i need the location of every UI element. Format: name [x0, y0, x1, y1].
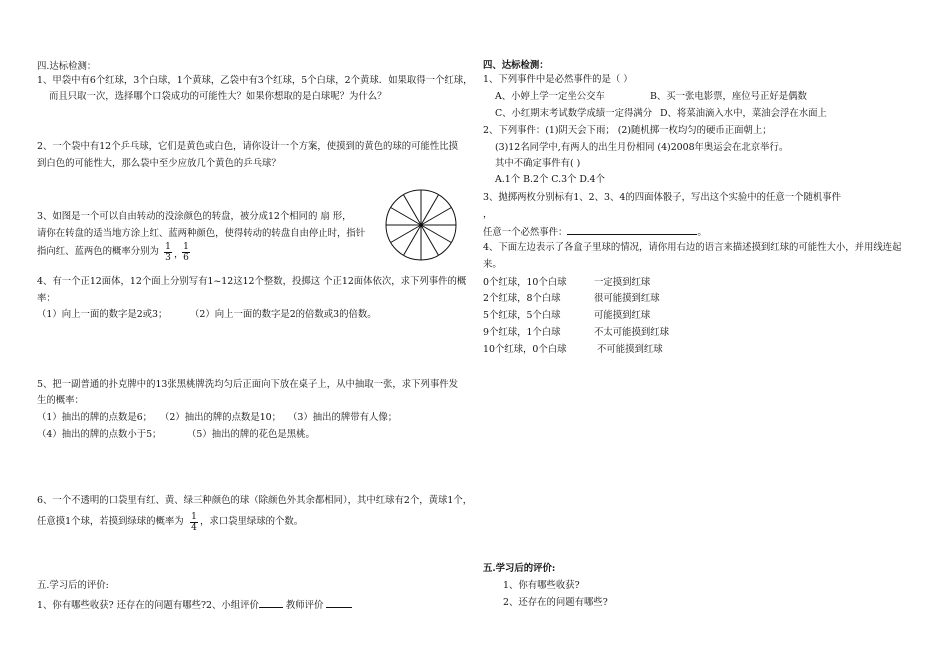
left-q5-line1: 5、把一副普通的扑克牌中的13张黑桃牌洗均匀后正面向下放在桌子上，从中抽取一张，求下列事件发	[37, 379, 459, 390]
left-q3-line2: 请你在转盘的适当地方涂上红、蓝两种颜色，使得转动的转盘自由停止时，指针	[37, 228, 366, 239]
teacher-eval-blank[interactable]	[326, 597, 352, 608]
spinner-wheel-figure	[384, 188, 458, 262]
right-q2-more: (3)12名同学中,有两人的出生月份相同 (4)2008年奥运会在北京举行。	[495, 142, 789, 153]
box-balls-3: 5个红球，5个白球	[483, 310, 561, 321]
left-q5-item-1: （1）抽出的牌的点数是6；	[37, 412, 153, 423]
box-desc-5: 不可能摸到红球	[597, 344, 663, 355]
left-eval-text-a: 1、你有哪些收获? 还存在的问题有哪些?2、小组评价	[37, 600, 259, 611]
left-q5-item-3: （3）抽出的牌带有人像；	[288, 412, 398, 423]
left-q4-item-1: （1）向上一面的数字是2或3；	[37, 309, 168, 320]
left-q3-fraction-2	[182, 242, 190, 263]
right-q1-option-c: C、小红期末考试数学成绩一定得满分	[495, 108, 653, 119]
frac-numerator: 1	[191, 512, 197, 522]
left-q6-line2-tail: ，求口袋里绿球的个数。	[200, 516, 304, 527]
left-q6-fraction	[190, 512, 198, 533]
certain-event-blank[interactable]	[567, 224, 697, 235]
left-q2-line1: 2、一个袋中有12个乒乓球，它们是黄色或白色，请你设计一个方案，使摸到的黄色的球的可能性比摸	[37, 141, 459, 152]
box-balls-4: 9个红球，1个白球	[483, 327, 561, 338]
left-q3-separator: ，	[174, 249, 184, 260]
right-q3-end: 。	[697, 227, 707, 238]
box-desc-2: 很可能摸到红球	[594, 293, 660, 304]
left-q4-line1: 4、有一个正12面体，12个面上分别写有1~12这12个整数，投掷这 个正12面体依次，求下列事件的概	[37, 276, 467, 287]
left-q3-line3: 指向红、蓝两色的概率分别为	[37, 246, 159, 257]
left-q6-line2: 任意摸1个球，若摸到绿球的概率为	[37, 516, 184, 527]
box-balls-2: 2个红球，8个白球	[483, 293, 561, 304]
left-q3-line1: 3、如图是一个可以自由转动的没涂颜色的转盘，被分成12个相同的 扇 形，	[37, 211, 352, 222]
box-desc-4: 不太可能摸到红球	[594, 327, 670, 338]
left-q6-line1: 6、一个不透明的口袋里有红、黄、绿三种颜色的球（除颜色外其余都相同），其中红球有2个，黄球1个，	[37, 495, 473, 506]
right-q4-line1: 4、下面左边表示了各盒子里球的情况，请你用右边的语言来描述摸到红球的可能性大小，并用线连起	[483, 242, 902, 253]
left-q5-line2: 生的概率：	[37, 395, 84, 406]
right-q2-options: A.1个 B.2个 C.3个 D.4个	[495, 174, 605, 185]
right-q4-line2: 来。	[483, 259, 502, 270]
left-q4-line2: 率：	[37, 293, 56, 304]
right-q2-ask: 其中不确定事件有( )	[495, 158, 581, 169]
box-desc-1: 一定摸到红球	[594, 277, 651, 288]
right-q1-option-d: D、将菜油滴入水中，菜油会浮在水面上	[660, 108, 827, 119]
right-q1-option-a: A、小婷上学一定坐公交车	[495, 91, 605, 102]
left-eval-title: 五.学习后的评价:	[37, 580, 109, 591]
frac-denominator: 3	[165, 253, 171, 263]
right-eval-item-1: 1、你有哪些收获?	[503, 580, 580, 591]
group-eval-blank[interactable]	[259, 597, 283, 608]
box-desc-3: 可能摸到红球	[594, 310, 651, 321]
right-q2: 2、下列事件：(1)阴天会下雨； (2)随机掷一枚均匀的硬币正面朝上；	[483, 125, 772, 136]
frac-denominator: 4	[191, 523, 197, 533]
left-eval-line	[37, 597, 352, 612]
right-eval-item-2: 2、还存在的问题有哪些?	[503, 597, 608, 608]
right-eval-title: 五.学习后的评价:	[483, 563, 556, 574]
right-q3-fill-line	[483, 224, 707, 239]
left-q2-line2: 到白色的可能性大，那么袋中至少应放几个黄色的乒乓球？	[37, 158, 281, 169]
left-q5-item-4: （4）抽出的牌的点数小于5；	[37, 429, 162, 440]
frac-denominator: 6	[183, 253, 189, 263]
left-q5-item-5: （5）抽出的牌的花色是黑桃。	[187, 429, 315, 440]
left-q5-item-2: （2）抽出的牌的点数是10；	[160, 412, 282, 423]
left-q3-fraction-1	[164, 242, 172, 263]
left-section-title: 四.达标检测：	[37, 61, 97, 72]
left-eval-text-b: 教师评价	[282, 600, 327, 611]
left-q1-line1: 1、甲袋中有6个红球，3个白球，1个黄球，乙袋中有3个红球，5个白球，2个黄球．如果取得一个红球，	[37, 75, 473, 86]
frac-numerator: 1	[165, 242, 171, 252]
frac-numerator: 1	[183, 242, 189, 252]
left-q1-line2: 而且只取一次，选择哪个口袋成功的可能性大？如果你想取的是白球呢？为什么？	[49, 91, 387, 102]
right-q3-line1: 3、抛掷两枚分别标有1、2、3、4的四面体骰子，写出这个实验中的任意一个随机事件	[483, 192, 841, 203]
left-q4-item-2: （2）向上一面的数字是2的倍数或3的倍数。	[190, 309, 377, 320]
right-q1: 1、下列事件中是必然事件的是（ ）	[483, 74, 633, 85]
right-q3-line2: ，	[483, 209, 493, 220]
right-q1-option-b: B、买一张电影票，座位号正好是偶数	[650, 91, 807, 102]
box-balls-5: 10个红球，0个白球	[483, 344, 567, 355]
right-section-title: 四、达标检测：	[483, 60, 549, 71]
box-balls-1: 0个红球，10个白球	[483, 277, 567, 288]
right-q3-fill-label: 任意一个必然事件：	[483, 227, 568, 238]
